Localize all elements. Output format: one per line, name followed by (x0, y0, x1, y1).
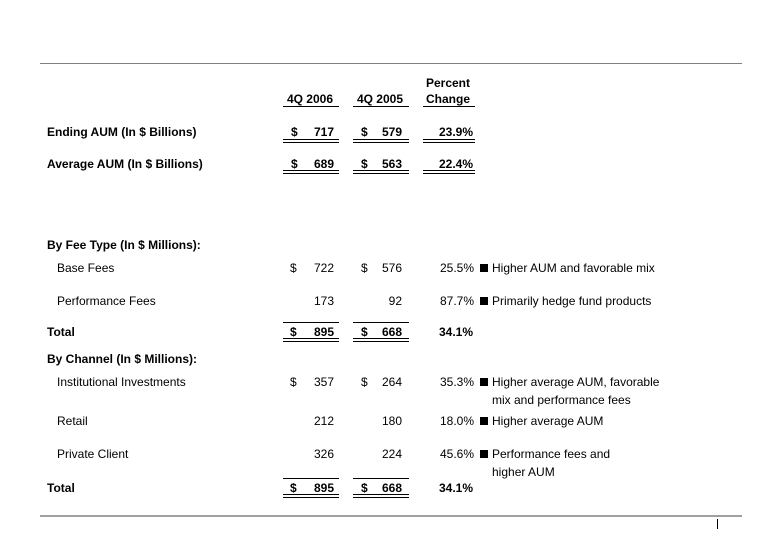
performance-fees-note: Primarily hedge fund products (492, 294, 652, 308)
header-4q2005: 4Q 2005 (356, 92, 404, 106)
institutional-note-2: mix and performance fees (492, 393, 631, 407)
header-percent: Percent (425, 76, 471, 90)
base-fees-label: Base Fees (57, 261, 115, 275)
bottom-divider (40, 515, 742, 517)
institutional-pct: 35.3% (439, 375, 474, 389)
performance-fees-2006: 173 (313, 294, 334, 308)
average-aum-dbl-1b (283, 173, 339, 174)
base-fees-cur1: $ (290, 261, 297, 275)
institutional-label: Institutional Investments (57, 375, 186, 389)
header-4q2005-underline (353, 106, 409, 107)
channel-total-dbl-1a (283, 494, 339, 495)
average-aum-cur1: $ (291, 157, 298, 171)
bullet-square-icon (480, 450, 488, 458)
page-marker (717, 519, 718, 529)
header-change-underline (423, 106, 475, 107)
institutional-note-1: Higher average AUM, favorable (492, 375, 660, 389)
private-client-2006: 326 (313, 447, 334, 461)
performance-fees-2005: 92 (388, 294, 402, 308)
fee-total-pct: 34.1% (438, 325, 473, 339)
ending-aum-pct: 23.9% (438, 125, 473, 139)
bullet-square-icon (480, 417, 488, 425)
ending-aum-2006: 717 (313, 125, 334, 139)
channel-total-dbl-1b (283, 497, 339, 498)
channel-heading: By Channel (In $ Millions): (47, 352, 198, 366)
average-aum-dbl-2a (353, 170, 409, 171)
channel-total-pct: 34.1% (438, 481, 473, 495)
private-client-note-1: Performance fees and (492, 447, 611, 461)
bullet-square-icon (480, 264, 488, 272)
fee-total-2005: 668 (381, 325, 402, 339)
header-4q2006: 4Q 2006 (286, 92, 334, 106)
bullet-square-icon (480, 378, 488, 386)
ending-aum-dbl-1a (283, 139, 339, 140)
retail-2006: 212 (313, 414, 334, 428)
retail-label: Retail (57, 414, 88, 428)
channel-total-2005: 668 (381, 481, 402, 495)
ending-aum-dbl-2a (353, 139, 409, 140)
base-fees-2005: 576 (381, 261, 402, 275)
fee-total-dbl-1a (283, 338, 339, 339)
retail-2005: 180 (381, 414, 402, 428)
channel-total-dbl-2b (353, 497, 409, 498)
private-client-pct: 45.6% (439, 447, 474, 461)
fee-total-topline-1 (283, 322, 339, 323)
average-aum-cur2: $ (361, 157, 368, 171)
average-aum-pct: 22.4% (438, 157, 473, 171)
average-aum-2005: 563 (381, 157, 402, 171)
channel-total-2006: 895 (313, 481, 334, 495)
header-change: Change (425, 92, 470, 106)
ending-aum-dbl-3a (423, 139, 475, 140)
channel-total-label: Total (47, 481, 75, 495)
base-fees-cur2: $ (361, 261, 368, 275)
average-aum-dbl-3a (423, 170, 475, 171)
fee-total-label: Total (47, 325, 75, 339)
base-fees-2006: 722 (313, 261, 334, 275)
average-aum-dbl-1a (283, 170, 339, 171)
institutional-2006: 357 (313, 375, 334, 389)
average-aum-label: Average AUM (In $ Billions) (47, 157, 203, 171)
retail-note: Higher average AUM (492, 414, 604, 428)
channel-total-cur2: $ (361, 481, 368, 495)
channel-total-topline-2 (353, 478, 409, 479)
ending-aum-dbl-1b (283, 142, 339, 143)
institutional-cur1: $ (290, 375, 297, 389)
performance-fees-pct: 87.7% (439, 294, 474, 308)
fee-total-dbl-1b (283, 341, 339, 342)
average-aum-dbl-3b (423, 173, 475, 174)
fee-type-heading: By Fee Type (In $ Millions): (47, 238, 201, 252)
channel-total-dbl-2a (353, 494, 409, 495)
ending-aum-dbl-3b (423, 142, 475, 143)
base-fees-pct: 25.5% (439, 261, 474, 275)
fee-total-dbl-2b (353, 341, 409, 342)
private-client-2005: 224 (381, 447, 402, 461)
fee-total-cur2: $ (361, 325, 368, 339)
base-fees-note: Higher AUM and favorable mix (492, 261, 655, 275)
fee-total-dbl-2a (353, 338, 409, 339)
bullet-square-icon (480, 297, 488, 305)
institutional-2005: 264 (381, 375, 402, 389)
top-divider (40, 63, 742, 64)
retail-pct: 18.0% (439, 414, 474, 428)
fee-total-topline-2 (353, 322, 409, 323)
channel-total-topline-1 (283, 478, 339, 479)
header-4q2006-underline (283, 106, 339, 107)
performance-fees-label: Performance Fees (57, 294, 156, 308)
average-aum-dbl-2b (353, 173, 409, 174)
institutional-cur2: $ (361, 375, 368, 389)
average-aum-2006: 689 (313, 157, 334, 171)
ending-aum-dbl-2b (353, 142, 409, 143)
ending-aum-2005: 579 (381, 125, 402, 139)
private-client-label: Private Client (57, 447, 129, 461)
private-client-note-2: higher AUM (492, 465, 555, 479)
channel-total-cur1: $ (290, 481, 297, 495)
ending-aum-cur2: $ (361, 125, 368, 139)
ending-aum-label: Ending AUM (In $ Billions) (47, 125, 197, 139)
ending-aum-cur1: $ (291, 125, 298, 139)
fee-total-2006: 895 (313, 325, 334, 339)
fee-total-cur1: $ (290, 325, 297, 339)
